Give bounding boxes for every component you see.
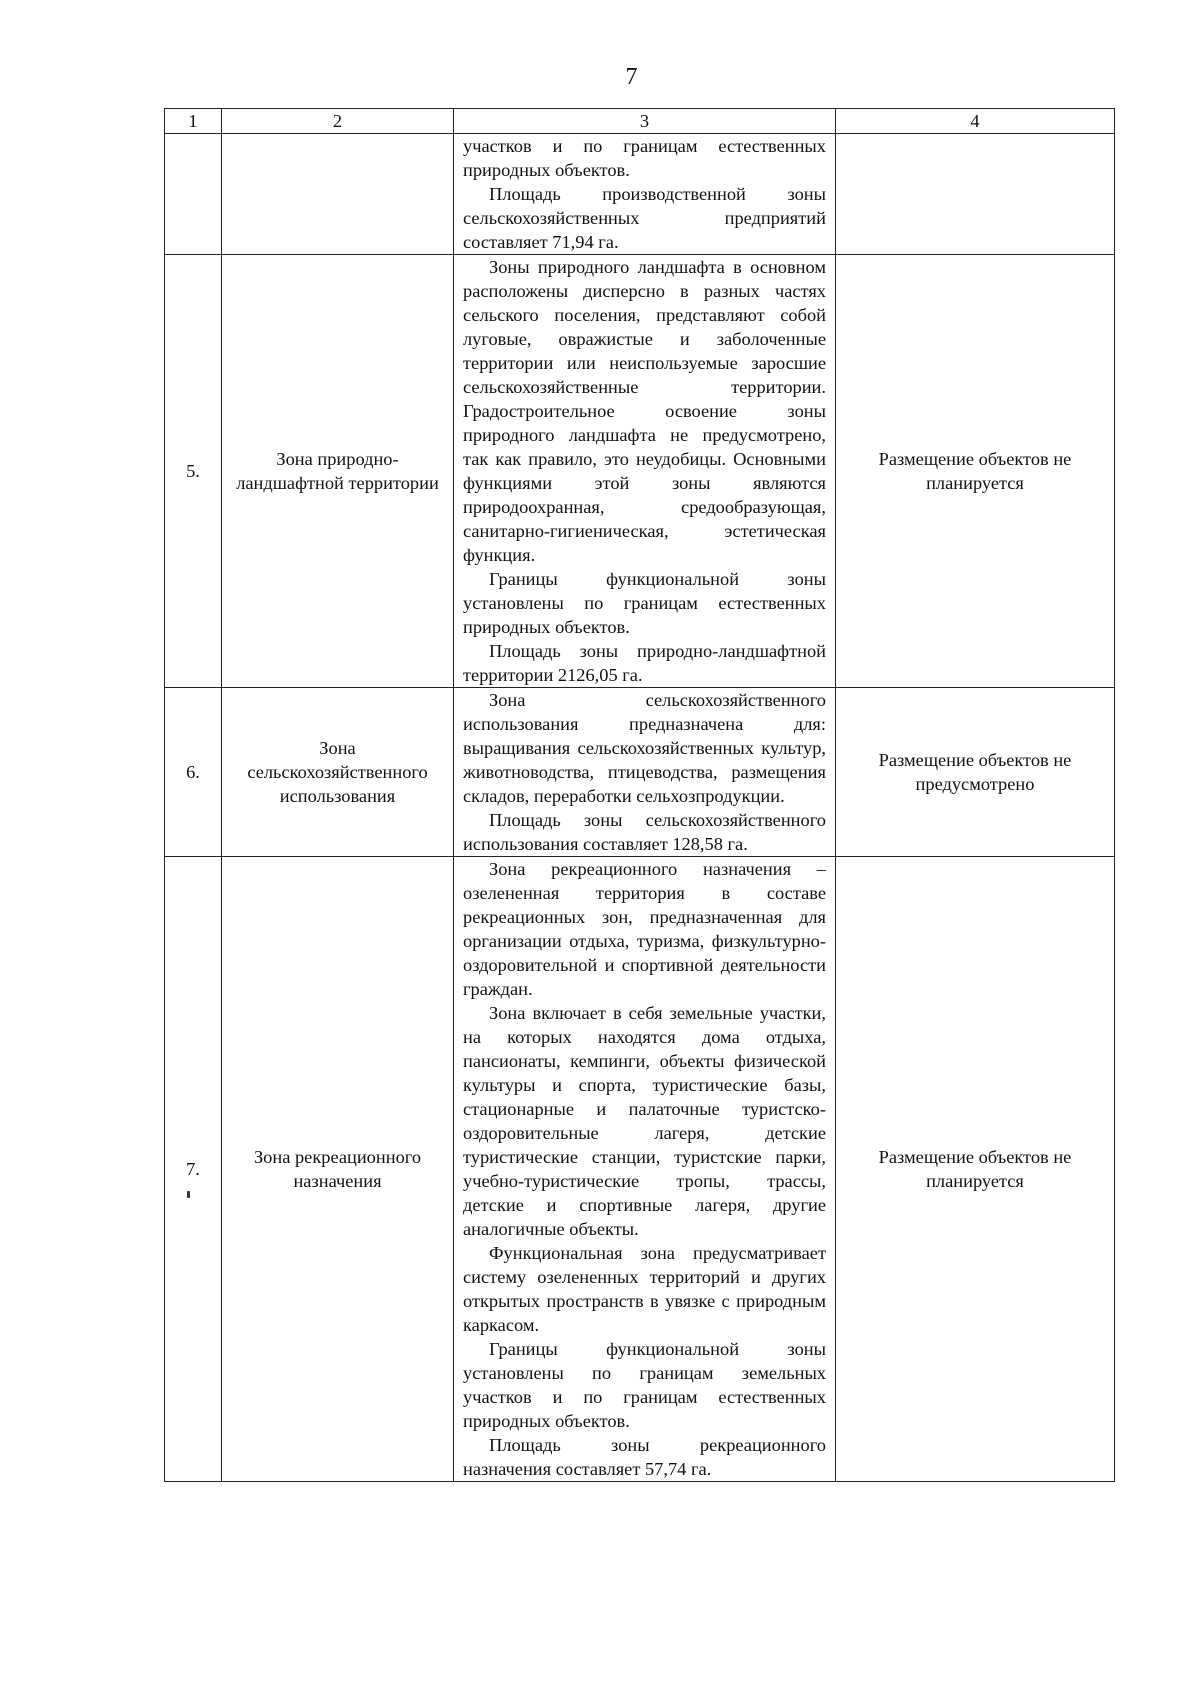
description-paragraph: Зоны природного ландшафта в основном расположены дисперсно в разных частях сельского поселения, представляют собой луговые, овражистые и заболоченные территории или неиспользуемые заросшие сельскохозяйственные территории. Градостроительное освоение зоны природного ландшафта не предусмотрено, так как правило, это неудобицы. Основными функциями этой зоны являются природоохранная, средообразующая, санитарно-гигиеническая, эстетическая функция.: [463, 257, 826, 565]
description-paragraph: Зона сельскохозяйственного использования предназначена для: выращивания сельскохозяйственных культур, животноводства, птицеводства, размещения складов, переработки сельхозпродукции.: [463, 690, 826, 806]
zone-description: [454, 688, 836, 857]
description-paragraph: Границы функциональной зоны установлены по границам земельных участков и по границам естественных природных объектов.: [463, 1339, 826, 1431]
column-header: 1: [165, 109, 222, 134]
zone-description: [454, 857, 836, 1482]
zones-table: [164, 108, 1115, 1482]
column-header: 3: [454, 109, 836, 134]
zone-objects: [836, 134, 1115, 255]
row-number: 5.: [165, 255, 222, 688]
zone-description: [454, 134, 836, 255]
column-header: 4: [836, 109, 1115, 134]
table-row: [165, 688, 1115, 857]
table-header-row: [165, 109, 1115, 134]
zone-objects: Размещение объектов не планируется: [836, 255, 1115, 688]
page-number: 7: [625, 64, 638, 90]
zone-objects: Размещение объектов не предусмотрено: [836, 688, 1115, 857]
description-paragraph: Функциональная зона предусматривает систему озелененных территорий и других открытых пространств в увязке с природным каркасом.: [463, 1243, 826, 1335]
zone-description: [454, 255, 836, 688]
description-paragraph: Площадь зоны рекреационного назначения составляет 57,74 га.: [463, 1435, 826, 1479]
description-paragraph: Границы функциональной зоны установлены по границам естественных природных объектов.: [463, 569, 826, 637]
zone-name: Зона сельскохозяйственного использования: [222, 688, 454, 857]
row-number: 7.: [165, 857, 222, 1482]
row-number: [165, 134, 222, 255]
description-paragraph: Площадь производственной зоны сельскохозяйственных предприятий составляет 71,94 га.: [463, 184, 826, 252]
description-paragraph: Площадь зоны природно-ландшафтной территории 2126,05 га.: [463, 641, 826, 685]
table-row: [165, 255, 1115, 688]
zone-name: Зона рекреационного назначения: [222, 857, 454, 1482]
table-row: [165, 134, 1115, 255]
scan-speck: [187, 1191, 190, 1198]
row-number: 6.: [165, 688, 222, 857]
description-paragraph: Зона рекреационного назначения – озелененная территория в составе рекреационных зон, предназначенная для организации отдыха, туризма, физкультурно-оздоровительной и спортивной деятельности граждан.: [463, 859, 826, 999]
table-row: [165, 857, 1115, 1482]
description-paragraph: участков и по границам естественных природных объектов.: [463, 136, 826, 180]
description-paragraph: Площадь зоны сельскохозяйственного использования составляет 128,58 га.: [463, 810, 826, 854]
zone-name: [222, 134, 454, 255]
column-header: 2: [222, 109, 454, 134]
description-paragraph: Зона включает в себя земельные участки, на которых находятся дома отдыха, пансионаты, кемпинги, объекты физической культуры и спорта, туристические базы, стационарные и палаточные туристско-оздоровительные лагеря, детские туристические станции, туристские парки, учебно-туристические тропы, трассы, детские и спортивные лагеря, другие аналогичные объекты.: [463, 1003, 826, 1239]
zone-objects: Размещение объектов не планируется: [836, 857, 1115, 1482]
zone-name: Зона природно-ландшафтной территории: [222, 255, 454, 688]
